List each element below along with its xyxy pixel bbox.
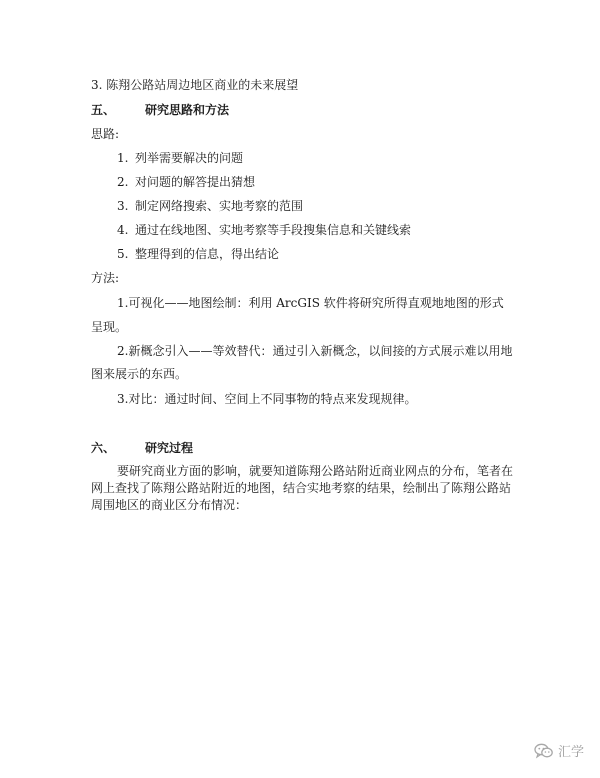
method-1-line-1: 1.可视化——地图绘制：利用 ArcGIS 软件将研究所得直观地地图的形式 — [117, 296, 504, 310]
thinking-item-number: 1. — [117, 151, 129, 165]
thinking-item-text: 制定网络搜索、实地考察的范围 — [135, 199, 304, 213]
section-5-number: 五、 — [91, 103, 116, 117]
method-1-line-2: 呈现。 — [91, 320, 128, 334]
thinking-item — [117, 246, 279, 262]
thinking-item-number: 4. — [117, 223, 129, 237]
wechat-icon — [534, 743, 554, 759]
intro-item: 3. 陈翔公路站周边地区商业的未来展望 — [91, 78, 299, 92]
thinking-item-text: 整理得到的信息，得出结论 — [135, 247, 280, 261]
section-6-number: 六、 — [91, 441, 116, 455]
thinking-item — [117, 198, 303, 214]
section-6-title: 研究过程 — [145, 441, 194, 455]
section-5-title: 研究思路和方法 — [145, 103, 230, 117]
watermark-text: 汇学 — [557, 745, 584, 760]
method-label: 方法: — [91, 271, 120, 285]
section-6-heading — [91, 440, 193, 456]
section-5-heading — [91, 102, 229, 118]
method-2-line-1: 2.新概念引入——等效替代：通过引入新概念，以间接的方式展示难以用地 — [117, 344, 513, 358]
thinking-item — [117, 222, 411, 238]
watermark — [534, 741, 584, 760]
paragraph-line: 周围地区的商业区分布情况： — [91, 498, 248, 512]
thinking-item-number: 3. — [117, 199, 129, 213]
method-3-line-1: 3.对比：通过时间、空间上不同事物的特点来发现规律。 — [117, 392, 417, 406]
paragraph-line: 要研究商业方面的影响，就要知道陈翔公路站附近商业网点的分布，笔者在 — [117, 464, 514, 478]
method-2-line-2: 图来展示的东西。 — [91, 367, 188, 381]
thinking-item-text: 列举需要解决的问题 — [135, 151, 244, 165]
thinking-item — [117, 174, 255, 190]
thinking-item-text: 对问题的解答提出猜想 — [135, 175, 256, 189]
thinking-item-number: 5. — [117, 247, 129, 261]
thinking-item — [117, 150, 243, 166]
thinking-item-number: 2. — [117, 175, 129, 189]
thinking-label: 思路: — [91, 127, 120, 141]
thinking-item-text: 通过在线地图、实地考察等手段搜集信息和关键线索 — [135, 223, 412, 237]
paragraph-line: 网上查找了陈翔公路站附近的地图，结合实地考察的结果，绘制出了陈翔公路站 — [91, 481, 512, 495]
